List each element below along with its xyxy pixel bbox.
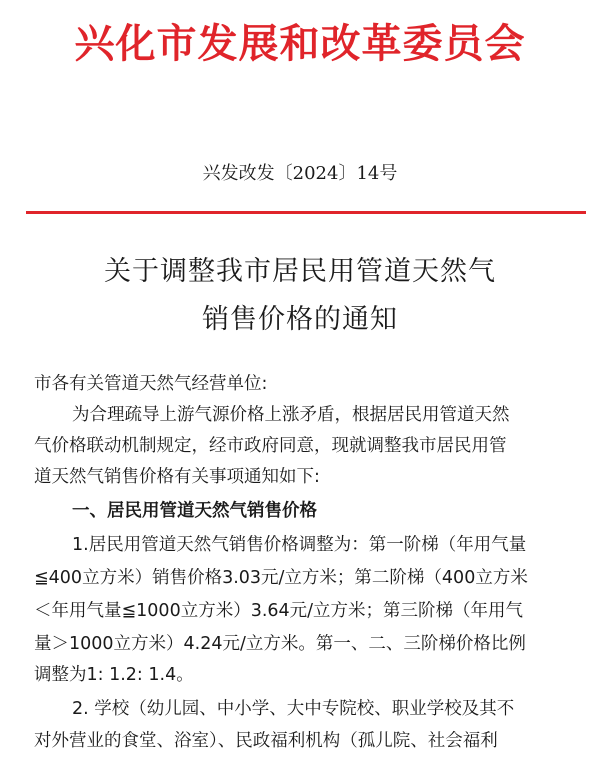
document-title-line-1: 关于调整我市居民用管道天然气	[104, 256, 496, 287]
intro-line: 为合理疏导上游气源价格上涨矛盾，根据居民用管道天然	[72, 405, 510, 425]
salutation: 市各有关管道天然气经营单位:	[34, 374, 268, 394]
item2-line: 2. 学校（幼儿园、中小学、大中专院校、职业学校及其不	[72, 699, 515, 719]
intro-line: 道天然气销售价格有关事项通知如下:	[34, 467, 320, 487]
document-title-line-2: 销售价格的通知	[202, 304, 398, 335]
item2-line: 对外营业的食堂、浴室）、民政福利机构（孤儿院、社会福利	[34, 731, 498, 751]
item1-line: 调整为1: 1.2: 1.4。	[34, 665, 194, 685]
section-heading: 一、居民用管道天然气销售价格	[72, 501, 317, 521]
org-letterhead: 兴化市发展和改革委员会	[74, 20, 526, 67]
item1-line: 1.居民用管道天然气销售价格调整为：第一阶梯（年用气量	[72, 535, 527, 555]
doc-number: 兴发改发〔2024〕14号	[202, 163, 398, 184]
red-divider	[26, 211, 586, 214]
item1-line: ≦400立方米）销售价格3.03元/立方米；第二阶梯（400立方米	[34, 568, 528, 588]
item1-line: ＜年用气量≦1000立方米）3.64元/立方米；第三阶梯（年用气	[34, 601, 524, 621]
item1-line: 量＞1000立方米）4.24元/立方米。第一、二、三阶梯价格比例	[34, 634, 526, 654]
intro-line: 气价格联动机制规定，经市政府同意，现就调整我市居民用管	[34, 436, 507, 456]
